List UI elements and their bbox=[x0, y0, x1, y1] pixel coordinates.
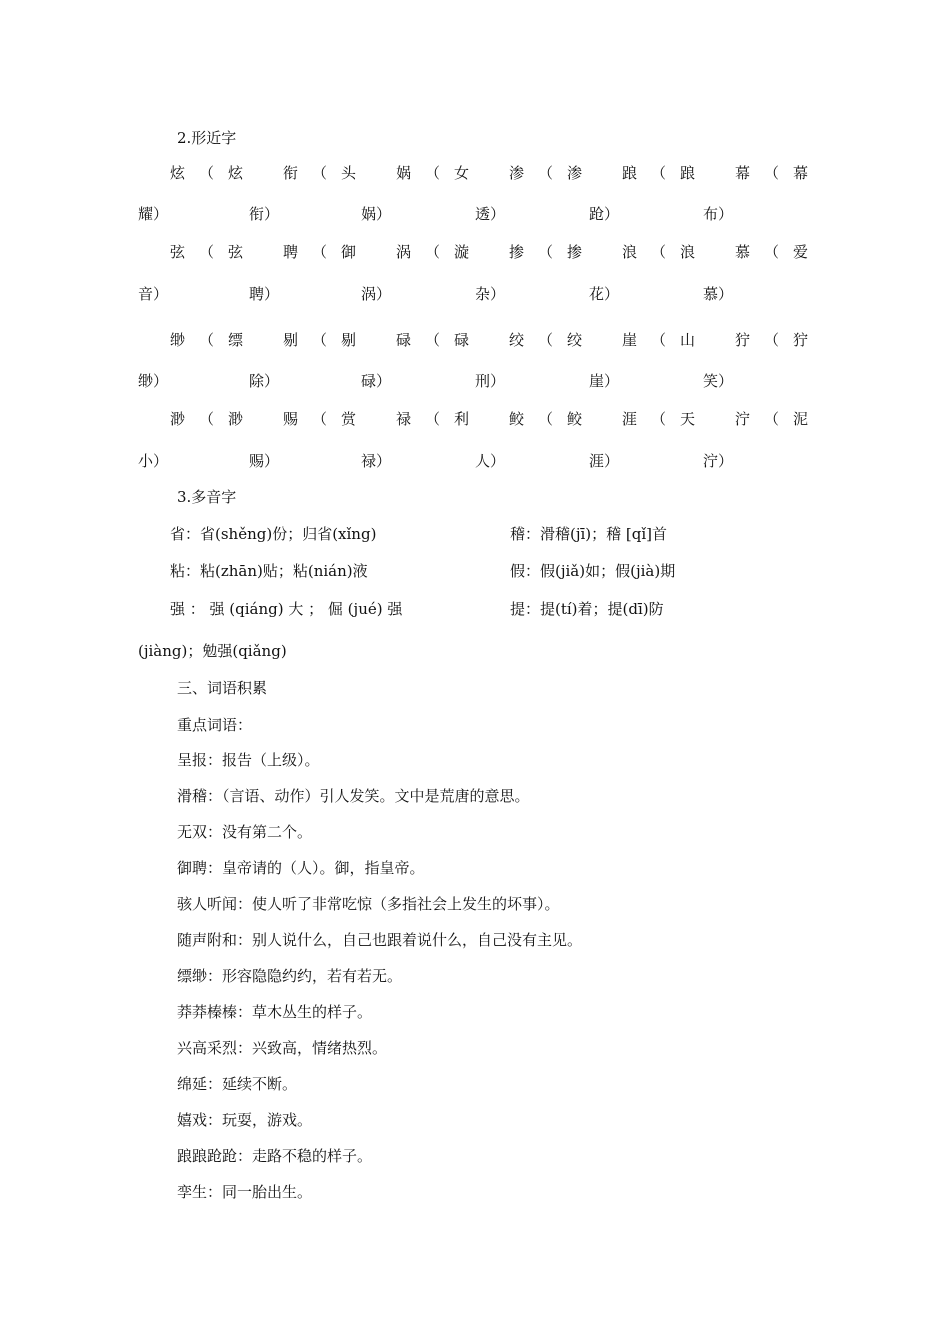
similar-char-cell-continuation: 慕） bbox=[703, 285, 734, 303]
similar-char-cell: 掺（掺 bbox=[509, 243, 597, 261]
similar-char-cell: 鲛（鲛 bbox=[509, 410, 597, 428]
similar-char-cell-continuation: 娲） bbox=[361, 205, 392, 223]
similar-char-cell: 弦（弦 bbox=[170, 243, 258, 261]
polyphone-row-1-right: 稽：滑稽(jī)；稽 [qǐ]首 bbox=[510, 525, 668, 543]
vocabulary-item: 踉踉跄跄：走路不稳的样子。 bbox=[177, 1147, 373, 1165]
similar-char-cell-continuation: 赐） bbox=[249, 452, 280, 470]
section-words-subtitle: 重点词语： bbox=[177, 716, 253, 734]
similar-char-cell-continuation: 缈） bbox=[138, 372, 169, 390]
similar-char-cell: 缈（缥 bbox=[170, 331, 258, 349]
vocabulary-item: 御聘：皇帝请的（人）。御，指皇帝。 bbox=[177, 859, 425, 877]
similar-char-cell-continuation: 涯） bbox=[589, 452, 620, 470]
vocabulary-item: 无双：没有第二个。 bbox=[177, 823, 313, 841]
vocabulary-item: 滑稽：（言语、动作）引人发笑。文中是荒唐的意思。 bbox=[177, 787, 530, 805]
similar-char-cell-continuation: 泞） bbox=[703, 452, 734, 470]
similar-char-cell: 娲（女 bbox=[396, 164, 484, 182]
polyphone-row-2-left: 粘：粘(zhān)贴；粘(nián)液 bbox=[170, 562, 368, 580]
similar-char-cell-continuation: 禄） bbox=[361, 452, 392, 470]
polyphone-row-3-continuation: (jiàng)；勉强(qiǎng) bbox=[138, 642, 287, 660]
similar-char-cell-continuation: 碌） bbox=[361, 372, 392, 390]
similar-char-cell-continuation: 小） bbox=[138, 452, 169, 470]
vocabulary-item: 缥缈：形容隐隐约约，若有若无。 bbox=[177, 967, 403, 985]
vocabulary-item: 随声附和：别人说什么，自己也跟着说什么，自己没有主见。 bbox=[177, 931, 583, 949]
polyphone-row-3-left: 强 ： 强 (qiáng) 大 ； 倔 (jué) 强 bbox=[170, 600, 403, 618]
similar-char-cell: 狞（狞 bbox=[735, 331, 823, 349]
similar-char-cell-continuation: 花） bbox=[589, 285, 620, 303]
similar-char-cell-continuation: 涡） bbox=[361, 285, 392, 303]
similar-char-cell-continuation: 杂） bbox=[475, 285, 506, 303]
similar-char-cell: 浪（浪 bbox=[622, 243, 710, 261]
similar-char-cell-continuation: 除） bbox=[249, 372, 280, 390]
similar-char-cell-continuation: 衔） bbox=[249, 205, 280, 223]
vocabulary-item: 绵延：延续不断。 bbox=[177, 1075, 298, 1093]
similar-char-cell: 聘（御 bbox=[283, 243, 371, 261]
similar-char-cell-continuation: 崖） bbox=[589, 372, 620, 390]
similar-char-cell: 绞（绞 bbox=[509, 331, 597, 349]
similar-char-cell-continuation: 跄） bbox=[589, 205, 620, 223]
similar-char-cell-continuation: 人） bbox=[475, 452, 506, 470]
similar-char-cell: 碌（碌 bbox=[396, 331, 484, 349]
similar-char-cell: 崖（山 bbox=[622, 331, 710, 349]
vocabulary-item: 骇人听闻：使人听了非常吃惊（多指社会上发生的坏事）。 bbox=[177, 895, 560, 913]
similar-char-cell: 渺（渺 bbox=[170, 410, 258, 428]
similar-char-cell-continuation: 透） bbox=[475, 205, 506, 223]
similar-char-cell-continuation: 笑） bbox=[703, 372, 734, 390]
similar-char-cell: 炫（炫 bbox=[170, 164, 258, 182]
similar-char-cell: 禄（利 bbox=[396, 410, 484, 428]
similar-char-cell-continuation: 聘） bbox=[249, 285, 280, 303]
section-words-title: 三、词语积累 bbox=[177, 679, 268, 697]
similar-char-cell-continuation: 布） bbox=[703, 205, 734, 223]
section-2-title: 2.形近字 bbox=[177, 129, 237, 147]
vocabulary-item: 莽莽榛榛：草木丛生的样子。 bbox=[177, 1003, 373, 1021]
polyphone-row-2-right: 假：假(jiǎ)如；假(jià)期 bbox=[510, 562, 676, 580]
similar-char-cell-continuation: 耀） bbox=[138, 205, 169, 223]
similar-char-cell: 踉（踉 bbox=[622, 164, 710, 182]
similar-char-cell: 剔（剔 bbox=[283, 331, 371, 349]
vocabulary-item: 兴高采烈：兴致高，情绪热烈。 bbox=[177, 1039, 388, 1057]
vocabulary-item: 呈报：报告（上级）。 bbox=[177, 751, 320, 769]
section-3-title: 3.多音字 bbox=[177, 488, 237, 506]
similar-char-cell: 涡（漩 bbox=[396, 243, 484, 261]
similar-char-cell-continuation: 音） bbox=[138, 285, 169, 303]
polyphone-row-1-left: 省：省(shěng)份；归省(xǐng) bbox=[170, 525, 377, 543]
similar-char-cell: 慕（爱 bbox=[735, 243, 823, 261]
similar-char-cell: 幕（幕 bbox=[735, 164, 823, 182]
vocabulary-item: 嬉戏：玩耍，游戏。 bbox=[177, 1111, 313, 1129]
similar-char-cell: 涯（天 bbox=[622, 410, 710, 428]
similar-char-cell: 泞（泥 bbox=[735, 410, 823, 428]
similar-char-cell: 衔（头 bbox=[283, 164, 371, 182]
similar-char-cell: 赐（赏 bbox=[283, 410, 371, 428]
polyphone-row-3-right: 提：提(tí)着；提(dī)防 bbox=[510, 600, 664, 618]
vocabulary-item: 孪生：同一胎出生。 bbox=[177, 1183, 313, 1201]
similar-char-cell: 渗（渗 bbox=[509, 164, 597, 182]
similar-char-cell-continuation: 刑） bbox=[475, 372, 506, 390]
